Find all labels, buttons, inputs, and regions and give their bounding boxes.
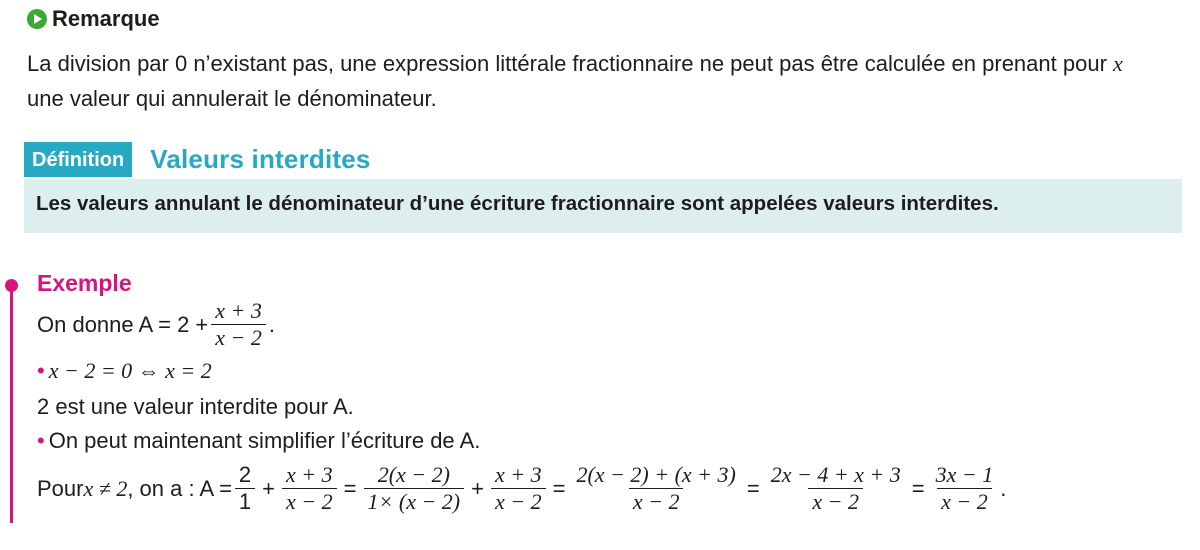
definition-text: Les valeurs annulant le dénominateur d’une écriture fractionnaire sont appelées valeurs interdites. xyxy=(36,192,999,215)
definition-box xyxy=(24,179,1182,233)
example-side-bar xyxy=(10,287,13,523)
definition-title: Valeurs interdites xyxy=(150,144,371,174)
fraction-4: $\frac{x + 3}{x - 2}$ xyxy=(491,462,546,515)
fraction-5: $\frac{2(x - 2) + (x + 3)}{x - 2}$ xyxy=(576,462,736,514)
fraction-a: $\frac{x + 3}{x - 2}$ xyxy=(211,298,266,351)
example-line-4: • On peut maintenant simplifier l’écriture de A. xyxy=(37,428,481,453)
definition-tag: Définition xyxy=(24,142,132,177)
fraction-2: $\frac{x + 3}{x - 2}$ xyxy=(282,462,337,515)
remark-text: La division par 0 n’existant pas, une expression littérale fractionnaire ne peut pas être calculée en prenant pour x une valeur qui annulerait le dénominateur. xyxy=(27,51,1123,111)
fraction-7: $\frac{3x - 1}{x - 2}$ xyxy=(935,462,994,514)
variable-x: x xyxy=(1113,51,1123,76)
example-line-2: • x − 2 = 0 ⇔ x = 2 xyxy=(37,358,212,383)
remark-header xyxy=(27,6,160,32)
definition-header xyxy=(24,142,371,177)
fraction-6: $\frac{2x - 4 + x + 3}{x - 2}$ xyxy=(770,462,901,514)
example-line-1: On donne A = 2 + $\frac{x + 3}{x - 2}$ . xyxy=(37,298,276,350)
example-line-5: Pour x ≠ 2 , on a : A = $\frac{2}{1}$ + $\frac{x + 3}{x - 2}$ = $\frac{2(x - 2)}{1\times (x - 2)}$ + $\frac{x + 3}{x - 2}$ = $\frac{2(x - 2) + (x + 3)}{x - 2}$ = $\frac{2x - 4 + x + 3}{x - 2}$ = $\frac{3x - 1}{x - 2}$ . xyxy=(37,462,1007,514)
example-line-3: 2 est une valeur interdite pour A. xyxy=(37,394,354,419)
remark-title: Remarque xyxy=(52,6,160,31)
fraction-3: $\frac{2(x - 2)}{1\times (x - 2)}$ xyxy=(364,462,465,515)
play-icon xyxy=(27,9,47,29)
example-title: Exemple xyxy=(37,270,132,296)
fraction-1: $\frac{2}{1}$ xyxy=(235,462,255,515)
example-bullet-dot xyxy=(5,279,18,292)
